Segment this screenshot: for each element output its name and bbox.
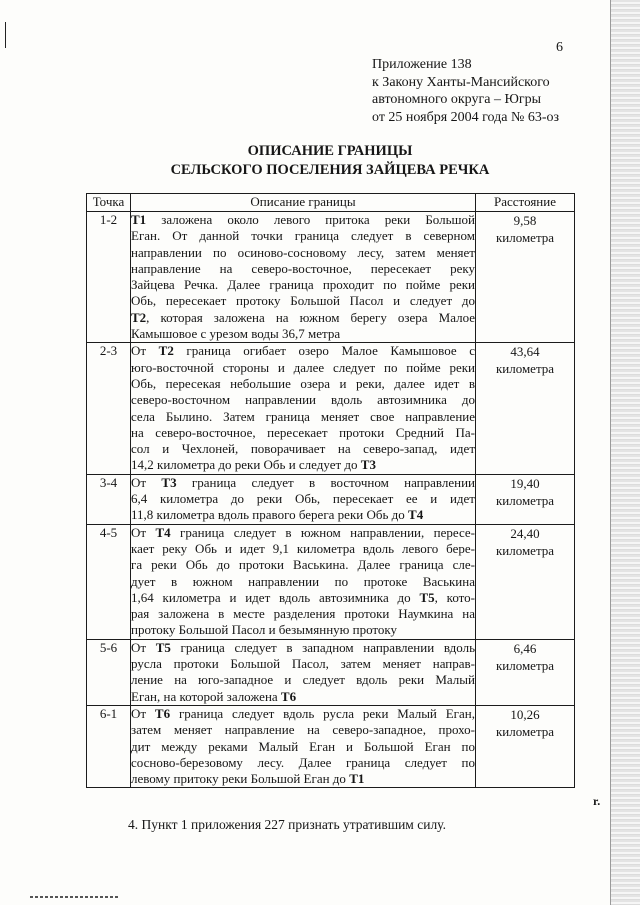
distance-unit: километра <box>495 542 555 558</box>
scan-margin-line <box>5 22 6 48</box>
description-line: на северо-восточное, пересекает протоки Средний Па- <box>131 424 475 440</box>
description-line: рая заложена в месте разделения протоки Наумкина на <box>131 606 475 622</box>
description-line: ление на юго-западное и следует вдоль реки Малый <box>131 672 475 688</box>
row-distance <box>476 474 575 524</box>
row-distance <box>476 343 575 474</box>
distance-value: 10,26 <box>510 706 540 722</box>
row-description <box>131 705 476 787</box>
row-distance <box>476 212 575 343</box>
distance-unit: километра <box>495 361 555 377</box>
table-header-row <box>87 194 575 212</box>
scan-edge-shadow <box>610 0 640 905</box>
table-row <box>87 705 575 787</box>
row-point: 4-5 <box>87 524 131 639</box>
row-description <box>131 524 476 639</box>
appendix-reference <box>372 56 559 126</box>
row-description <box>131 212 476 343</box>
description-line: Обь, пересекая небольшие озера и реки, далее идет в <box>131 375 475 391</box>
description-line: 11,8 километра вдоль правого берега реки Обь до Т4 <box>131 507 424 523</box>
appendix-line: от 25 ноября 2004 года № 63-оз <box>372 109 560 125</box>
description-line: дует в южном направлении по протоке Васькина <box>131 573 475 589</box>
distance-value: 24,40 <box>510 525 540 541</box>
row-description <box>131 343 476 474</box>
description-line: сол и Чехлоней, поворачивает на северо-запад, идет <box>131 441 475 457</box>
row-description <box>131 639 476 705</box>
description-line: левому притоку реки Большой Еган до Т1 <box>131 771 365 787</box>
document-title <box>100 142 560 180</box>
row-distance <box>476 524 575 639</box>
row-distance <box>476 639 575 705</box>
header-description: Описание границы <box>131 194 476 212</box>
table-row <box>87 639 575 705</box>
description-line: протоку Большой Пасол и безымянную протоку <box>131 622 398 638</box>
table-row <box>87 343 575 474</box>
distance-value: 43,64 <box>510 344 540 360</box>
description-line: северо-восточном направлении вдоль автозимника до <box>131 392 475 408</box>
description-line: села Былино. Затем граница меняет свое направление <box>131 408 475 424</box>
margin-mark: r. <box>593 794 601 808</box>
description-line: Т2, которая заложена на южном берегу озера Малое <box>131 309 475 325</box>
description-line: затем меняет направление на северо-западное, прохо- <box>131 722 475 738</box>
description-line: направлении по осиново-сосновому лесу, затем меняет <box>131 244 475 260</box>
scan-smudge <box>30 896 120 898</box>
appendix-line: к Закону Ханты-Мансийского <box>372 74 550 90</box>
description-line: русла протоки Большой Пасол, затем меняет направ- <box>131 656 475 672</box>
distance-value: 6,46 <box>513 640 537 656</box>
row-point: 2-3 <box>87 343 131 474</box>
row-point: 6-1 <box>87 705 131 787</box>
title-line: СЕЛЬСКОГО ПОСЕЛЕНИЯ ЗАЙЦЕВА РЕЧКА <box>170 162 490 178</box>
distance-unit: километра <box>495 723 555 739</box>
distance-unit: километра <box>495 230 555 245</box>
header-distance: Расстояние <box>476 194 575 212</box>
description-line: От Т5 граница следует в западном направлении вдоль <box>131 639 475 655</box>
description-line: От Т3 граница следует в восточном направлении <box>131 474 475 490</box>
scan-edge-line <box>610 0 611 905</box>
description-line: дит между реками Малый Еган и Большой Еган по <box>131 738 475 754</box>
description-line: Еган, на которой заложена Т6 <box>131 688 297 704</box>
page-number: 6 <box>556 40 563 55</box>
row-distance <box>476 705 575 787</box>
appendix-line: автономного округа – Югры <box>372 92 541 107</box>
distance-unit: километра <box>495 492 555 508</box>
row-point: 1-2 <box>87 212 131 343</box>
distance-value: 19,40 <box>510 475 540 491</box>
description-line: 6,4 километра до реки Обь, пересекает ее и идет <box>131 491 475 507</box>
row-description <box>131 474 476 524</box>
description-line: От Т6 граница следует вдоль русла реки Малый Еган, <box>131 705 475 721</box>
distance-value: 9,58 <box>513 213 537 228</box>
description-line: Т1 заложена около левого притока реки Большой <box>131 212 475 227</box>
description-line: га реки Обь до протоки Васькина. Далее граница сле- <box>131 557 475 573</box>
description-line: 1,64 километра и идет вдоль автозимника до Т5, кото- <box>131 589 475 605</box>
table-row <box>87 524 575 639</box>
description-line: юго-восточной стороны и далее следует по пойме реки <box>131 359 475 375</box>
description-line: Зайцева Речка. Далее граница проходит по пойме реки <box>131 277 475 293</box>
description-line: От Т4 граница следует в южном направлении, пересе- <box>131 524 475 540</box>
table-row <box>87 212 575 343</box>
boundary-table <box>86 193 575 788</box>
appendix-line: Приложение 138 <box>372 57 472 72</box>
description-line: кает реку Обь и идет 9,1 километра вдоль левого бере- <box>131 540 475 556</box>
title-line: ОПИСАНИЕ ГРАНИЦЫ <box>247 143 413 159</box>
row-point: 3-4 <box>87 474 131 524</box>
description-line: направление на северо-восточное, пересекает реку <box>131 260 475 276</box>
description-line: 14,2 километра до реки Обь и следует до Т3 <box>131 457 376 473</box>
table-row <box>87 474 575 524</box>
distance-unit: километра <box>495 657 555 673</box>
row-point: 5-6 <box>87 639 131 705</box>
header-point: Точка <box>87 194 131 212</box>
description-line: сосново-березовому лесу. Далее граница следует по <box>131 754 475 770</box>
description-line: Обь, пересекает протоку Большой Пасол и следует до <box>131 293 475 309</box>
closing-paragraph: 4. Пункт 1 приложения 227 признать утратившим силу. <box>128 817 446 832</box>
description-line: Еган. От данной точки граница следует в северном <box>131 228 475 244</box>
description-line: От Т2 граница огибает озеро Малое Камышовое с <box>131 343 475 359</box>
description-line: Камышовое с урезом воды 36,7 метра <box>131 326 341 342</box>
